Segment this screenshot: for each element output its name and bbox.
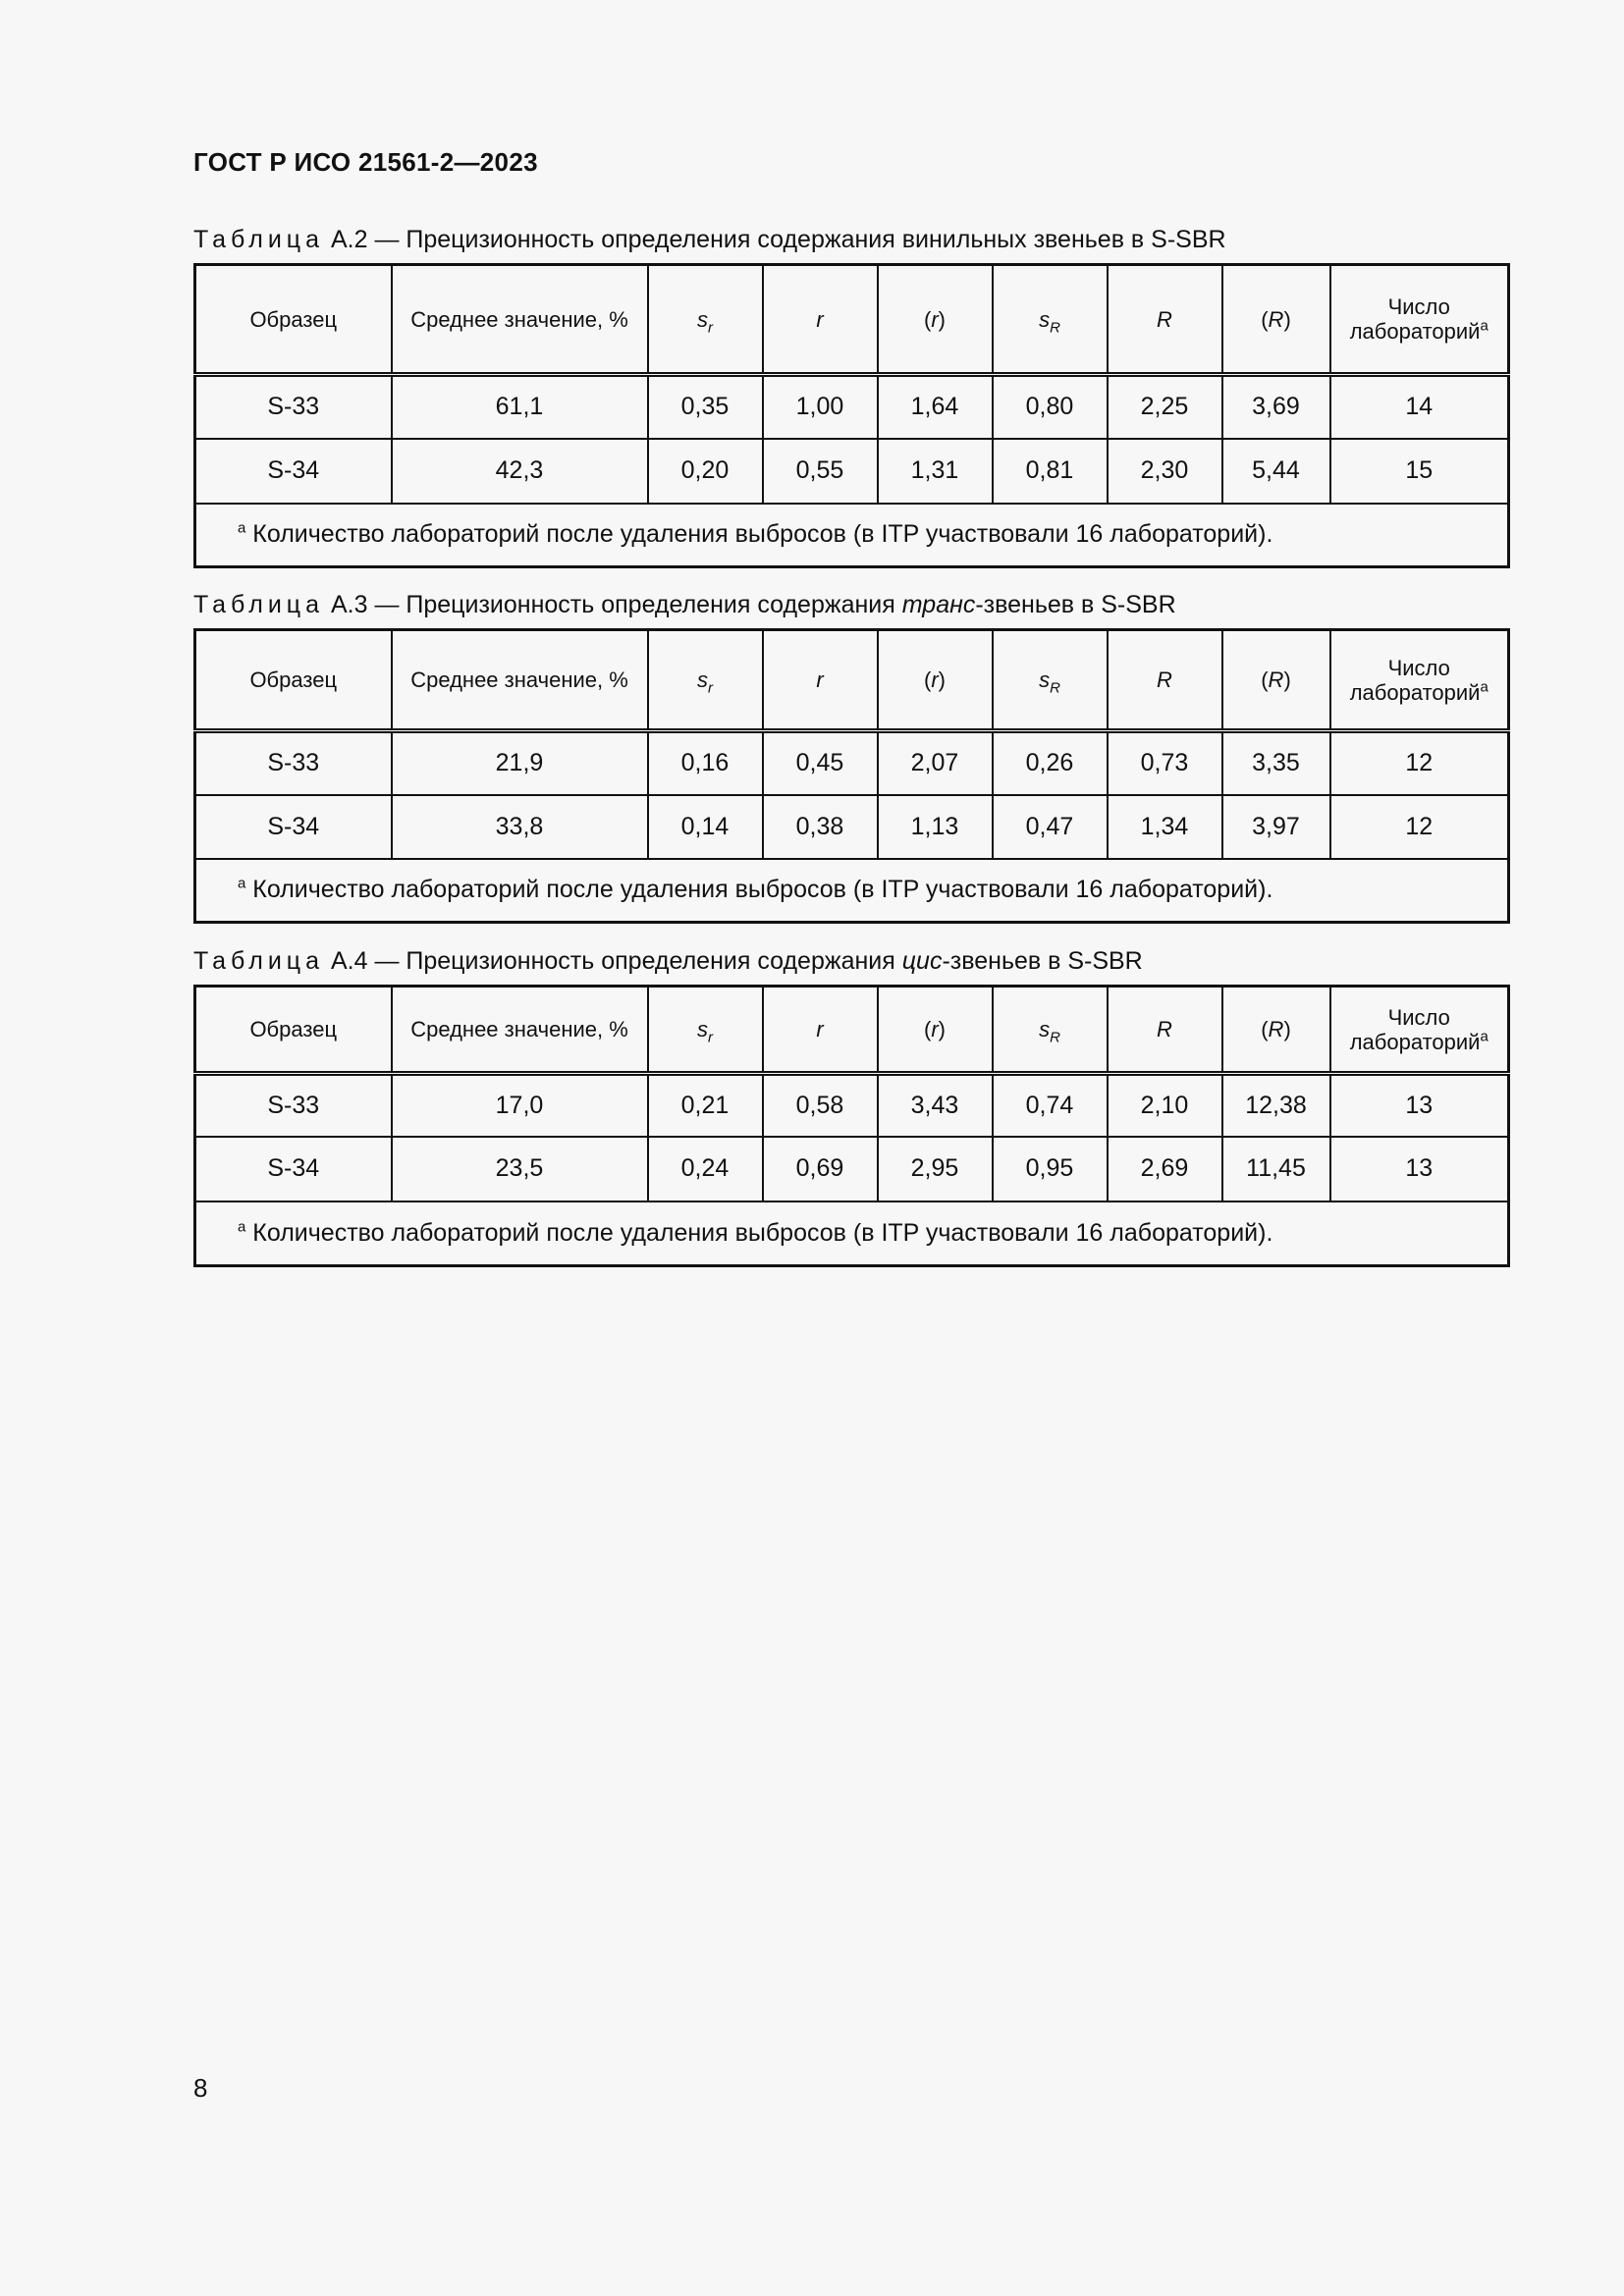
cell-mean: 33,8 xyxy=(392,795,648,859)
header-r-relative: (r) xyxy=(878,630,993,731)
table-footnote xyxy=(195,504,1509,567)
footnote-text: Количество лабораторий после удаления выбросов (в ITP участвовали 16 лабораторий). xyxy=(245,1218,1273,1247)
cell-r-relative: 3,43 xyxy=(878,1074,993,1137)
header-r: r xyxy=(763,265,878,375)
precision-table-a2 xyxy=(193,263,1510,568)
footnote-text: Количество лабораторий после удаления выбросов (в ITP участвовали 16 лабораторий). xyxy=(245,876,1273,904)
cell-mean: 61,1 xyxy=(392,375,648,439)
header-r-relative: (r) xyxy=(878,987,993,1074)
cell-r-relative: 1,13 xyxy=(878,795,993,859)
cell-r: 0,55 xyxy=(763,439,878,504)
caption-italic: цис xyxy=(901,947,943,975)
cell-labs: 12 xyxy=(1330,795,1509,859)
header-R: R xyxy=(1108,265,1222,375)
cell-sR: 0,47 xyxy=(993,795,1108,859)
header-labs: Число лабораторий$^a$ xyxy=(1330,630,1509,731)
header-sR: $s_R$ xyxy=(993,265,1108,375)
cell-sr: 0,16 xyxy=(648,731,763,795)
cell-labs: 13 xyxy=(1330,1074,1509,1137)
cell-R-relative: 12,38 xyxy=(1222,1074,1330,1137)
header-sr: $s_r$ xyxy=(648,987,763,1074)
header-sR: $s_R$ xyxy=(993,630,1108,731)
cell-mean: 17,0 xyxy=(392,1074,648,1137)
cell-sR: 0,80 xyxy=(993,375,1108,439)
table-caption xyxy=(193,224,1507,263)
caption-text-after: -звеньев в S-SBR xyxy=(975,591,1176,618)
footnote-row xyxy=(195,1201,1509,1266)
cell-labs: 12 xyxy=(1330,731,1509,795)
caption-text: А.4 — Прецизионность определения содержания xyxy=(324,947,902,975)
precision-table-a3 xyxy=(193,628,1510,924)
footnote-text: Количество лабораторий после удаления выбросов (в ITP участвовали 16 лабораторий). xyxy=(245,520,1273,549)
cell-sR: 0,95 xyxy=(993,1137,1108,1201)
cell-sample: S-34 xyxy=(195,439,392,504)
caption-word: Таблица xyxy=(193,947,325,975)
cell-sample: S-33 xyxy=(195,731,392,795)
footnote-mark: a xyxy=(238,1218,246,1236)
table-a4-block xyxy=(193,945,1507,1267)
cell-labs: 14 xyxy=(1330,375,1509,439)
cell-R-relative: 5,44 xyxy=(1222,439,1330,504)
table-row xyxy=(195,1137,1509,1201)
precision-table-a4 xyxy=(193,985,1510,1267)
header-sample: Образец xyxy=(195,630,392,731)
header-mean: Среднее значение, % xyxy=(392,987,648,1074)
cell-sr: 0,20 xyxy=(648,439,763,504)
caption-text: А.3 — Прецизионность определения содержания xyxy=(324,591,902,618)
footnote-mark: a xyxy=(238,519,246,537)
footnote-row xyxy=(195,859,1509,923)
cell-mean: 23,5 xyxy=(392,1137,648,1201)
header-R-relative: (R) xyxy=(1222,987,1330,1074)
cell-R: 2,25 xyxy=(1108,375,1222,439)
cell-R: 0,73 xyxy=(1108,731,1222,795)
page-header: ГОСТ Р ИСО 21561-2—2023 xyxy=(193,147,538,177)
cell-R-relative: 11,45 xyxy=(1222,1137,1330,1201)
header-R-relative: (R) xyxy=(1222,265,1330,375)
cell-r: 1,00 xyxy=(763,375,878,439)
table-row xyxy=(195,1074,1509,1137)
header-R-relative: (R) xyxy=(1222,630,1330,731)
header-sr: $s_r$ xyxy=(648,265,763,375)
table-caption xyxy=(193,945,1507,985)
cell-R-relative: 3,69 xyxy=(1222,375,1330,439)
cell-labs: 13 xyxy=(1330,1137,1509,1201)
cell-sR: 0,74 xyxy=(993,1074,1108,1137)
page-number: 8 xyxy=(193,2073,208,2103)
table-footnote xyxy=(195,859,1509,923)
cell-r-relative: 2,07 xyxy=(878,731,993,795)
header-row xyxy=(195,630,1509,731)
header-mean: Среднее значение, % xyxy=(392,265,648,375)
table-a2-block xyxy=(193,224,1507,568)
cell-R: 2,30 xyxy=(1108,439,1222,504)
cell-r: 0,45 xyxy=(763,731,878,795)
header-sample: Образец xyxy=(195,987,392,1074)
table-row xyxy=(195,795,1509,859)
cell-r-relative: 1,64 xyxy=(878,375,993,439)
cell-mean: 21,9 xyxy=(392,731,648,795)
table-footnote xyxy=(195,1201,1509,1266)
cell-R-relative: 3,35 xyxy=(1222,731,1330,795)
header-row xyxy=(195,987,1509,1074)
table-row xyxy=(195,439,1509,504)
header-r: r xyxy=(763,987,878,1074)
table-row xyxy=(195,731,1509,795)
table-row xyxy=(195,375,1509,439)
cell-r-relative: 2,95 xyxy=(878,1137,993,1201)
header-labs: Число лабораторий$^a$ xyxy=(1330,265,1509,375)
cell-r: 0,38 xyxy=(763,795,878,859)
header-r: r xyxy=(763,630,878,731)
cell-sr: 0,21 xyxy=(648,1074,763,1137)
cell-r-relative: 1,31 xyxy=(878,439,993,504)
caption-word: Таблица xyxy=(193,591,325,618)
cell-mean: 42,3 xyxy=(392,439,648,504)
caption-text: А.2 — Прецизионность определения содержания винильных звеньев в S-SBR xyxy=(324,226,1226,253)
cell-sample: S-33 xyxy=(195,375,392,439)
cell-sR: 0,26 xyxy=(993,731,1108,795)
cell-sample: S-34 xyxy=(195,795,392,859)
cell-sample: S-33 xyxy=(195,1074,392,1137)
cell-sr: 0,24 xyxy=(648,1137,763,1201)
cell-sample: S-34 xyxy=(195,1137,392,1201)
caption-word: Таблица xyxy=(193,226,325,253)
cell-R-relative: 3,97 xyxy=(1222,795,1330,859)
table-a3-block xyxy=(193,589,1507,924)
cell-labs: 15 xyxy=(1330,439,1509,504)
cell-sr: 0,35 xyxy=(648,375,763,439)
header-row xyxy=(195,265,1509,375)
cell-sr: 0,14 xyxy=(648,795,763,859)
caption-italic: транс xyxy=(901,591,976,618)
caption-text-after: -звеньев в S-SBR xyxy=(942,947,1143,975)
cell-R: 2,69 xyxy=(1108,1137,1222,1201)
footnote-row xyxy=(195,504,1509,567)
header-sample: Образец xyxy=(195,265,392,375)
table-caption xyxy=(193,589,1507,628)
cell-R: 1,34 xyxy=(1108,795,1222,859)
cell-R: 2,10 xyxy=(1108,1074,1222,1137)
header-R: R xyxy=(1108,630,1222,731)
header-mean: Среднее значение, % xyxy=(392,630,648,731)
header-sR: $s_R$ xyxy=(993,987,1108,1074)
footnote-mark: a xyxy=(238,875,246,892)
header-labs: Число лабораторий$^a$ xyxy=(1330,987,1509,1074)
header-r-relative: (r) xyxy=(878,265,993,375)
header-R: R xyxy=(1108,987,1222,1074)
cell-r: 0,58 xyxy=(763,1074,878,1137)
header-sr: $s_r$ xyxy=(648,630,763,731)
cell-r: 0,69 xyxy=(763,1137,878,1201)
cell-sR: 0,81 xyxy=(993,439,1108,504)
